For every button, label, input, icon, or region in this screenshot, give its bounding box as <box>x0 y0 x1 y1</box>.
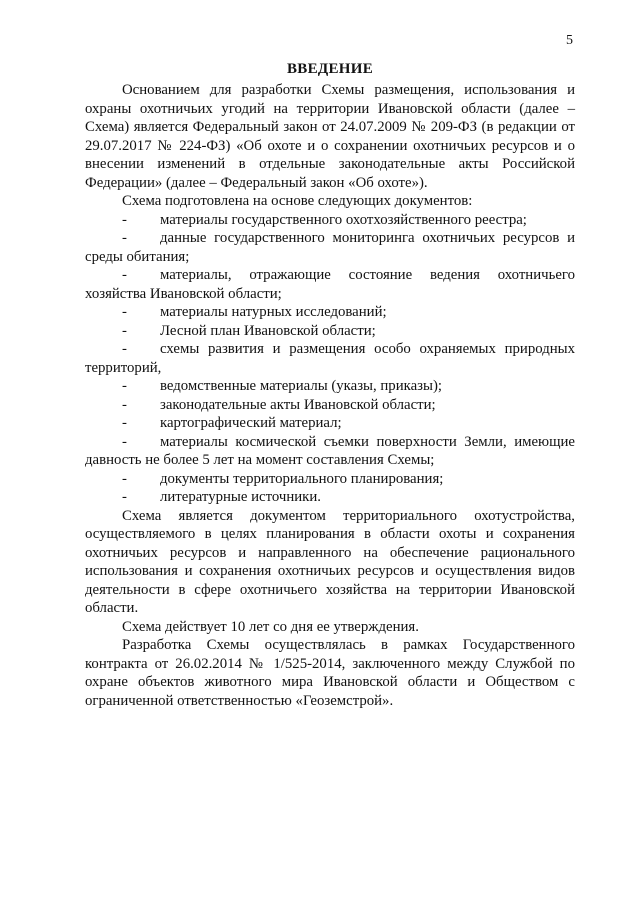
list-dash: - <box>122 415 127 431</box>
list-item-text: материалы, отражающие состояние ведения охотничьего хозяйства Ивановской области; <box>85 267 575 302</box>
list-item <box>85 266 575 303</box>
list-item-text: схемы развития и размещения особо охраняемых природных территорий, <box>85 341 575 376</box>
list-item-text: материалы космической съемки поверхности Земли, имеющие давность не более 5 лет на момент составления Схемы; <box>85 433 575 468</box>
list-dash: - <box>122 378 127 394</box>
list-item-text: данные государственного мониторинга охотничьих ресурсов и среды обитания; <box>85 230 575 265</box>
list-item <box>85 470 575 489</box>
list-item <box>85 488 575 507</box>
list-item-text: литературные источники. <box>160 489 321 505</box>
list-dash: - <box>122 267 127 283</box>
list-item-text: ведомственные материалы (указы, приказы); <box>160 378 442 394</box>
list-item <box>85 433 575 470</box>
documents-list <box>85 211 575 507</box>
section-title: ВВЕДЕНИЕ <box>286 61 374 77</box>
list-item <box>85 396 575 415</box>
list-dash: - <box>122 433 127 450</box>
list-item <box>85 229 575 266</box>
list-item <box>85 322 575 341</box>
list-dash: - <box>122 211 127 228</box>
documents-lead-paragraph: Схема подготовлена на основе следующих документов: <box>122 193 473 209</box>
list-item <box>85 303 575 322</box>
validity-paragraph: Схема действует 10 лет со дня ее утверждения. <box>122 618 419 635</box>
list-item-text: материалы государственного охотхозяйственного реестра; <box>160 211 527 228</box>
list-item <box>85 414 575 433</box>
list-dash: - <box>122 470 127 487</box>
list-dash: - <box>122 322 127 339</box>
list-item-text: Лесной план Ивановской области; <box>160 322 376 339</box>
list-item-text: картографический материал; <box>160 415 342 431</box>
page-number: 5 <box>566 33 573 48</box>
list-item <box>85 211 575 230</box>
document-body <box>85 60 575 710</box>
purpose-paragraph: Схема является документом территориального охотустройства, осуществляемого в целях планирования в области охоты и сохранения охотничьих ресурсов и направленного на обеспечение рационального использования и сохранения охотничьих ресурсов и осуществления видов деятельности в сфере охотничьего хозяйства на территории Ивановской области. <box>85 507 575 616</box>
list-item-text: документы территориального планирования; <box>160 470 444 487</box>
list-dash: - <box>122 396 127 413</box>
list-dash: - <box>122 230 127 246</box>
intro-paragraph: Основанием для разработки Схемы размещения, использования и охраны охотничьих угодий на территории Ивановской области (далее – Схема) является Федеральный закон от 24.07.2009 № 209-ФЗ (в редакции от 29.07.2017 № 224-ФЗ) «Об охоте и о сохранении охотничьих ресурсов и о внесении изменений в отдельные законодательные акты Российской Федерации» (далее – Федеральный закон «Об охоте»). <box>85 82 575 191</box>
list-item-text: законодательные акты Ивановской области; <box>160 396 436 413</box>
list-dash: - <box>122 304 127 320</box>
list-dash: - <box>122 489 127 505</box>
list-dash: - <box>122 341 127 357</box>
list-item <box>85 377 575 396</box>
list-item <box>85 340 575 377</box>
list-item-text: материалы натурных исследований; <box>160 304 387 320</box>
contract-paragraph: Разработка Схемы осуществлялась в рамках Государственного контракта от 26.02.2014 № 1/525-2014, заключенного между Службой по охране объектов животного мира Ивановской области и Обществом с ограниченной ответственностью «Геоземстрой». <box>85 637 575 709</box>
